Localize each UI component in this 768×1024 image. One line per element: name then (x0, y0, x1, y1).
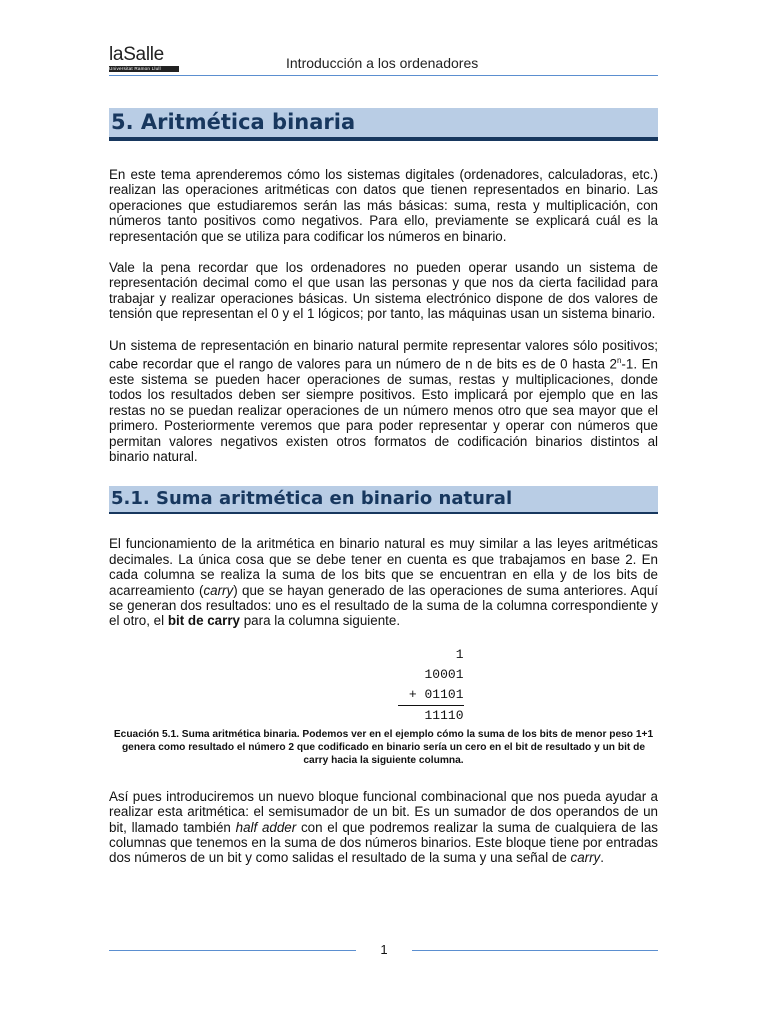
text-run: ) que se hayan generado de las operaciones de suma anteriores. Aquí se generan dos resultados: uno es el resultado de la suma de la columna correspondiente y el otro, el (109, 582, 658, 629)
text-run: El funcionamiento de la aritmética en binario natural es muy similar a las leyes aritméticas decimales. La única cosa que se debe tener en cuenta es que trabajamos en base 2. En cada columna se realiza la suma de los bits que se encuentran en ella y de los bits de acarreamiento ( (109, 536, 658, 598)
text-run: -1. En este sistema se pueden hacer operaciones de sumas, restas y multiplicaciones, donde todos los resultados deben ser siempre positivos. Esto implicará por ejemplo que en las restas no se puedan realizar operaciones de un número menos otro que sea mayor que el primero. Posteriormente veremos que para poder representar y operar con números que permitan valores negativos existen otros formatos de codificación binarios distintos al binario natural. (109, 356, 658, 464)
lasalle-logo (109, 44, 179, 72)
text-run: Un sistema de representación en binario natural permite representar valores sólo positivos; cabe recordar que el rango de valores para un número de n de bits es de 0 hasta 2 (109, 337, 658, 372)
logo-subtitle: Universitat Ramon Llull (109, 66, 179, 72)
natural-binary-paragraph (109, 338, 658, 465)
bold-bit-de-carry: bit de carry (167, 613, 241, 629)
binary-sum-equation (304, 645, 464, 726)
emphasis-carry: carry (203, 582, 234, 598)
footer-rule-left (109, 950, 356, 951)
text-run: para la columna siguiente. (240, 613, 401, 629)
document-body (109, 108, 658, 882)
section-heading-5-1: 5.1. Suma aritmética en binario natural (109, 486, 658, 514)
decimal-paragraph: Vale la pena recordar que los ordenadores no pueden operar usando un sistema de representación decimal como el que usan las personas y que nos da cierta facilidad para trabajar y realizar operaciones básicas. Un sistema electrónico dispone de dos valores de tensión que representan el 0 y el 1 lógicos; por tanto, las máquinas usan un sistema binario. (109, 260, 658, 322)
superscript-n: n (616, 356, 622, 366)
text-run: . (600, 850, 604, 866)
emphasis-half-adder: half adder (235, 819, 297, 835)
addition-paragraph (109, 536, 658, 628)
operand-2-row: + 01101 (408, 686, 464, 702)
intro-paragraph: En este tema aprenderemos cómo los sistemas digitales (ordenadores, calculadoras, etc.) realizan las operaciones aritméticas con datos que tienen representados en binario. Las operaciones que estudiaremos serán las más básicas: suma, resta y multiplicación, con números tanto positivos como negativos. Para ello, previamente se explicará cuál es la representación que se utiliza para codificar los números en binario. (109, 167, 658, 244)
carry-row: 1 (455, 646, 464, 662)
footer-rule-right (412, 950, 658, 951)
logo-wordmark: laSalle (109, 44, 164, 65)
page-header (109, 44, 658, 76)
equation-caption: Ecuación 5.1. Suma aritmética binaria. Podemos ver en el ejemplo cómo la suma de los bits de menor peso 1+1 genera como resultado el número 2 que codificado en binario sería un cero en el bit de resultado y un bit de carry hacia la siguiente columna. (113, 728, 654, 766)
text-run: Así pues introduciremos un nuevo bloque funcional combinacional que nos pueda ayudar a realizar esta aritmética: el semisumador de un bit. Es un sumador de dos operandos de un bit, llamado también (109, 788, 658, 835)
text-run: con el que podremos realizar la suma de cualquiera de las columnas que tenemos en la suma de dos números binarios. Este bloque tiene por entradas dos números de un bit y como salidas el resultado de la suma y una señal de (109, 819, 658, 866)
half-adder-paragraph (109, 789, 658, 866)
operand-1-row: 10001 (424, 666, 464, 682)
header-title: Introducción a los ordenadores (286, 55, 479, 71)
section-heading-5: 5. Aritmética binaria (109, 108, 658, 141)
emphasis-carry: carry (570, 850, 601, 866)
page-number: 1 (380, 942, 388, 957)
result-row: 11110 (398, 705, 464, 726)
